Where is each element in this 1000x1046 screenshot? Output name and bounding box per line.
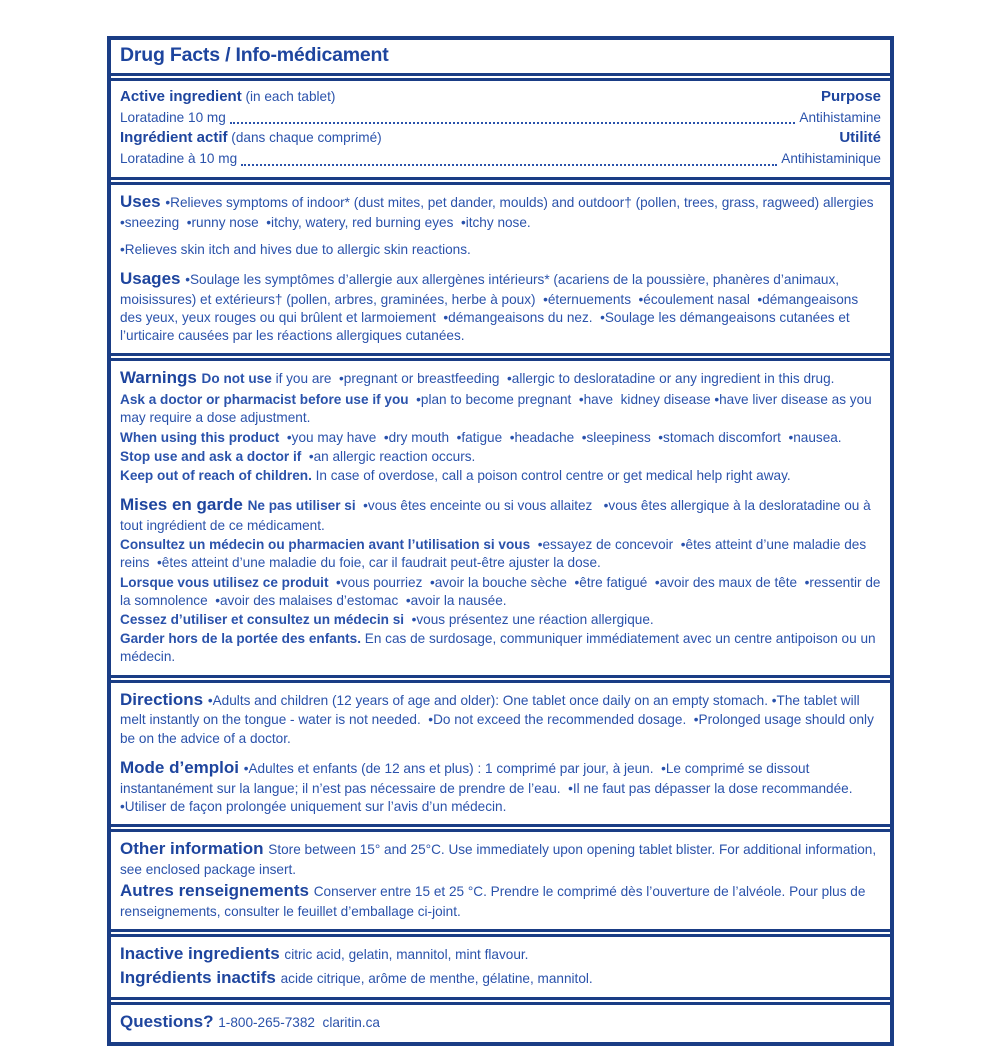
paragraph — [120, 536, 881, 572]
text-run: Consultez un médecin ou pharmacien avant l’utilisation si vous — [120, 537, 538, 553]
ingredient-name-en: Loratadine 10 mg — [120, 109, 226, 125]
ingredient-purpose-en: Antihistamine — [799, 109, 881, 125]
section-heading: Directions — [120, 689, 208, 709]
section-directions — [111, 683, 890, 824]
text-run: •Relieves symptoms of indoor* (dust mites, pet dander, moulds) and outdoor† (pollen, trees, grass, ragweed) allergies •sneezing •runny nose •itchy, watery, red burning eyes •itchy nose. — [120, 194, 882, 230]
section-heading: Warnings — [120, 368, 202, 388]
text-run: Garder hors de la portée des enfants. — [120, 631, 365, 647]
section-heading: Autres renseignements — [120, 880, 314, 900]
paragraph — [120, 757, 881, 816]
section-heading: Usages — [120, 269, 186, 289]
paragraph — [120, 880, 881, 921]
text-run: Ne pas utiliser si — [247, 498, 364, 514]
section-heading: Mises en garde — [120, 495, 248, 515]
paragraph — [120, 611, 881, 629]
dot-leader — [230, 122, 796, 124]
section-questions — [111, 1005, 890, 1042]
paragraph — [120, 391, 881, 427]
text-run: 1-800-265-7382 claritin.ca — [218, 1015, 380, 1031]
text-run: citric acid, gelatin, mannitol, mint flavour. — [284, 946, 529, 962]
section-divider — [111, 73, 890, 81]
section-divider — [111, 177, 890, 185]
text-run: •you may have •dry mouth •fatigue •headache •sleepiness •stomach discomfort •nausea. — [286, 429, 842, 445]
text-run: Do not use — [201, 371, 276, 387]
paragraph — [120, 241, 881, 259]
section-divider — [111, 929, 890, 937]
section-divider — [111, 824, 890, 832]
section-active-ingredient — [111, 81, 890, 177]
text-run: In case of overdose, call a poison control centre or get medical help right away. — [315, 468, 791, 484]
section-inactive-ingredients — [111, 937, 890, 998]
section-heading: Questions? — [120, 1012, 219, 1032]
paragraph — [120, 448, 881, 466]
paragraph — [120, 689, 881, 748]
dot-leader — [241, 164, 777, 166]
paragraph — [120, 943, 881, 966]
section-heading: Mode d’emploi — [120, 757, 244, 777]
ingredient-purpose-fr: Antihistaminique — [781, 151, 881, 167]
section-warnings — [111, 361, 890, 674]
section-uses — [111, 185, 890, 354]
text-run: if you are •pregnant or breastfeeding •allergic to desloratadine or any ingredient in this drug. — [275, 371, 835, 387]
text-run: Keep out of reach of children. — [120, 468, 316, 484]
text-run: Cessez d’utiliser et consultez un médecin si — [120, 612, 412, 628]
text-run: •essayez de concevoir •êtes atteint d’une maladie des reins •êtes atteint d’une maladie du foie, car il faudrait peut-être ajuster la dose. — [120, 537, 870, 571]
section-divider — [111, 353, 890, 361]
text-run: Store between 15° and 25°C. Use immediately upon opening tablet blister. For additional information, see enclosed package insert. — [120, 841, 880, 877]
paragraph — [120, 838, 881, 879]
active-ingredient-note-en: (in each tablet) — [245, 89, 336, 104]
text-run: When using this product — [120, 429, 287, 445]
section-heading: Uses — [120, 191, 166, 211]
section-heading: Ingrédients inactifs — [120, 967, 281, 987]
section-heading: Inactive ingredients — [120, 943, 285, 963]
text-run: Conserver entre 15 et 25 °C. Prendre le comprimé dès l’ouverture de l’alvéole. Pour plus de renseignements, consulter le feuillet d’emballage ci-joint. — [120, 883, 870, 919]
active-ingredient-heading-fr — [120, 127, 382, 149]
paragraph — [120, 191, 881, 232]
paragraph — [120, 574, 885, 610]
active-ingredient-value-row-fr — [120, 149, 881, 169]
paragraph — [120, 467, 881, 485]
active-ingredient-heading-en — [120, 86, 335, 108]
text-run: En cas de surdosage, communiquer immédiatement avec un centre antipoison ou un médecin. — [120, 631, 880, 665]
active-ingredient-header-row-fr — [120, 127, 881, 149]
active-ingredient-note-fr: (dans chaque comprimé) — [231, 130, 382, 146]
text-run: •plan to become pregnant •have kidney disease •have liver disease as you may require a dose adjustment. — [120, 392, 876, 426]
paragraph — [120, 268, 881, 345]
section-heading: Other information — [120, 838, 269, 858]
text-run: •vous êtes enceinte ou si vous allaitez •vous êtes allergique à la desloratadine ou à tout ingrédient de ce médicament. — [120, 498, 875, 533]
ingredient-name-fr: Loratadine à 10 mg — [120, 151, 238, 167]
active-ingredient-title-en: Active ingredient — [120, 88, 242, 105]
text-run: Ask a doctor or pharmacist before use if you — [120, 392, 417, 408]
sections-host — [111, 177, 890, 1042]
text-run: •vous présentez une réaction allergique. — [411, 612, 654, 628]
paragraph — [120, 494, 881, 535]
drug-facts-label — [107, 36, 894, 1046]
section-divider — [111, 675, 890, 683]
text-run: •Adults and children (12 years of age and older): One tablet once daily on an empty stomach. •The tablet will melt instantly on the tongue - water is not needed. •Do not exceed the recommended dosage. •Prolonged usage should only be on the advice of a doctor. — [120, 692, 878, 746]
text-run: Stop use and ask a doctor if — [120, 448, 309, 464]
active-ingredient-title-fr: Ingrédient actif — [120, 129, 228, 147]
text-run: •Soulage les symptômes d’allergie aux allergènes intérieurs* (acariens de la poussière, phanères d’animaux, moisissures) et extérieurs† (pollen, arbres, graminées, herbe à poux) •éternuements •écoulement nasal •démangeaisons des yeux, yeux rouges ou qui brûlent et larmoiement •démangeaisons du nez. •Soulage les démangeaisons cutanées et l’urticaire causées par les réactions allergiques cutanées. — [120, 272, 862, 344]
paragraph — [120, 367, 881, 390]
text-run: •Adultes et enfants (de 12 ans et plus) : 1 comprimé par jour, à jeun. •Le comprimé se dissout instantanément sur la langue; il n’est pas nécessaire de prendre de l’eau. •Il ne faut pas dépasser la dose recommandée. •Utiliser de façon prolongée uniquement sur l’avis d’un médecin. — [120, 760, 861, 814]
text-run: •vous pourriez •avoir la bouche sèche •être fatigué •avoir des maux de tête •ressentir de la somnolence •avoir des malaises d’estomac •avoir la nausée. — [120, 574, 885, 608]
paragraph — [120, 967, 881, 990]
paragraph — [120, 429, 881, 447]
text-run: •an allergic reaction occurs. — [308, 448, 476, 464]
text-run: Lorsque vous utilisez ce produit — [120, 574, 337, 590]
text-run: acide citrique, arôme de menthe, gélatine, mannitol. — [280, 970, 593, 986]
paragraph — [120, 1011, 881, 1034]
active-ingredient-header-row-en — [120, 86, 881, 108]
section-other-information — [111, 832, 890, 929]
section-divider — [111, 997, 890, 1005]
purpose-heading-fr: Utilité — [839, 129, 881, 147]
paragraph — [120, 630, 881, 666]
active-ingredient-value-row-en — [120, 108, 881, 128]
label-title: Drug Facts / Info-médicament — [120, 44, 389, 66]
purpose-heading-en: Purpose — [820, 88, 881, 105]
text-run: •Relieves skin itch and hives due to allergic skin reactions. — [120, 241, 471, 257]
